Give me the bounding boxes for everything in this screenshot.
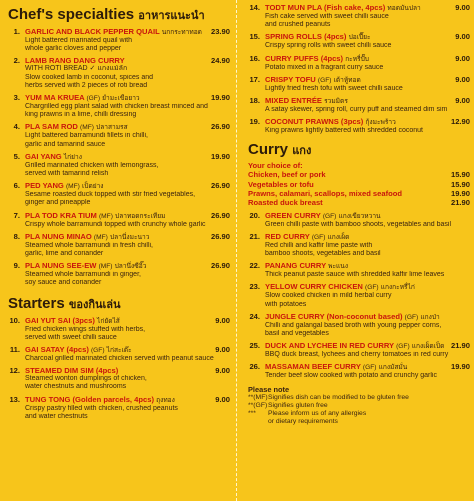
- menu-item[interactable]: [4, 365, 230, 393]
- menu-item-price: 26.90: [210, 231, 230, 241]
- menu-item-number: 9.: [13, 261, 20, 271]
- menu-item-name-line: [25, 56, 208, 65]
- protein-name: Chicken, beef or pork: [248, 170, 326, 180]
- menu-item-name: MASSAMAN BEEF CURRY: [265, 362, 361, 372]
- menu-item-number: 14.: [249, 3, 260, 12]
- dietary-tag: (MF): [93, 233, 108, 241]
- menu-item-name: TODT MUN PLA (Fish cake, 4pcs): [265, 3, 386, 12]
- menu-item-price: 9.00: [215, 345, 230, 355]
- menu-item-header: [4, 56, 230, 65]
- menu-item-description: herbs served with 2 pieces of roti bread: [25, 81, 148, 89]
- menu-item-price: 9.00: [455, 53, 470, 63]
- menu-item[interactable]: [244, 2, 470, 31]
- note-mark: **(MF): [248, 393, 268, 401]
- menu-item-name-line: [265, 282, 470, 292]
- curry-protein-option[interactable]: [248, 189, 470, 198]
- menu-item-description: with potatoes: [265, 300, 307, 308]
- menu-item-name: PLA SAM ROD: [25, 122, 78, 132]
- menu-item-description: Slow cooked chicken in mild herbal curry: [265, 292, 392, 300]
- note-lines: [248, 394, 470, 426]
- menu-item-name: GREEN CURRY: [265, 210, 321, 220]
- note-mark: ***: [248, 409, 256, 417]
- menu-item-name: SPRING ROLLS (4pcs): [265, 32, 347, 42]
- menu-item-number: 16.: [249, 53, 260, 63]
- column-divider: [236, 0, 237, 501]
- menu-item-name-line: [25, 261, 208, 271]
- notes: [248, 386, 470, 426]
- menu-item-name: TUNG TONG (Golden parcels, 4pcs): [25, 394, 154, 404]
- chefs-specialties-list: [4, 26, 230, 290]
- menu-item-description: Chilli and galangal based broth with young pepper corns,: [265, 321, 442, 329]
- menu-item-header: [244, 232, 470, 242]
- menu-item-header: [4, 261, 230, 271]
- menu-item-header: [244, 312, 470, 322]
- menu-item-name: YELLOW CURRY CHICKEN: [265, 282, 363, 292]
- menu-item-price: 24.90: [210, 56, 230, 66]
- menu-item-description: ginger and pineapple: [25, 199, 91, 207]
- menu-item-name-line: [265, 341, 448, 351]
- menu-item-name: GARLIC AND BLACK PEPPER QUAIL: [25, 27, 160, 36]
- dietary-tag: (MF): [80, 124, 94, 132]
- menu-item-number: 4.: [13, 122, 20, 132]
- menu-item[interactable]: [244, 53, 470, 74]
- menu-item-number: 21.: [249, 231, 260, 241]
- menu-item-header: [244, 211, 470, 221]
- menu-item-name: COCONUT PRAWNS (3pcs): [265, 117, 364, 127]
- dietary-tag: (GF): [86, 95, 101, 103]
- menu-item-description: Slow cooked lamb in coconut, spices and: [25, 73, 154, 81]
- menu-item-thai-name: ไก่ยัดไส้: [97, 317, 120, 325]
- menu-item[interactable]: [4, 260, 230, 289]
- menu-item-price: 19.90: [450, 362, 470, 372]
- menu-item-thai-name: แกงมัสมั่น: [378, 364, 408, 372]
- menu-item-price: 9.00: [455, 3, 470, 12]
- menu-item-number: 15.: [249, 32, 260, 42]
- menu-item-name-line: [25, 345, 212, 355]
- menu-item-header: [4, 232, 230, 242]
- curry-choice-title: Your choice of:: [248, 161, 303, 171]
- menu-item-thai-name: ไก่ย่าง: [63, 153, 82, 161]
- menu-item-description: Light battered marinated quail with: [25, 37, 133, 44]
- menu-item-number: 26.: [249, 362, 260, 372]
- menu-item-name: MIXED ENTRÉE: [265, 96, 322, 106]
- note-title: Please note: [248, 384, 290, 394]
- menu-item-thai-name: ถุงทอง: [156, 396, 175, 404]
- menu-item-header: [4, 152, 230, 162]
- menu-item-header: [244, 75, 470, 85]
- menu-item-description: Fish cake served with sweet chilli sauce: [265, 13, 389, 20]
- menu-item[interactable]: [244, 95, 470, 116]
- menu-item-number: 8.: [13, 231, 20, 241]
- menu-item-thai-name: กุ้งมะพร้าว: [365, 119, 396, 127]
- menu-item-number: 5.: [13, 151, 20, 161]
- left-column: [4, 0, 230, 501]
- menu-item[interactable]: [244, 31, 470, 52]
- menu-item[interactable]: [244, 281, 470, 310]
- note-text: or dietary requirements: [268, 417, 338, 425]
- menu-item-number: 13.: [9, 394, 20, 404]
- menu-item-description: King prawns lightly battered with shredded coconut: [265, 127, 423, 135]
- menu-item-number: 20.: [249, 210, 260, 220]
- menu-item-price: 26.90: [210, 261, 230, 271]
- curry-protein-option[interactable]: [248, 170, 470, 179]
- menu-item-name: GAI SATAY (4pcs): [25, 345, 89, 355]
- menu-item-description: basil and vegetables: [265, 330, 329, 338]
- menu-item-name-line: [25, 211, 208, 221]
- menu-item-header: [4, 27, 230, 37]
- menu-item-number: 19.: [249, 117, 260, 127]
- menu-item-price: 9.00: [455, 32, 470, 42]
- curry-heading: Curry แกง: [248, 141, 312, 159]
- menu-item[interactable]: [4, 121, 230, 150]
- menu-item-header: [4, 395, 230, 405]
- menu-item-price: 21.90: [450, 341, 470, 351]
- menu-item-header: [244, 32, 470, 42]
- menu-item-price: 26.90: [210, 122, 230, 132]
- menu-item-description: Chargrilled egg plant salad with chicken breast minced and: [25, 103, 208, 111]
- menu-item-name-line: [25, 181, 208, 191]
- menu-item[interactable]: [4, 231, 230, 260]
- menu-item-header: [4, 316, 230, 326]
- protein-price: 15.90: [450, 170, 470, 180]
- menu-item-name-line: [25, 27, 208, 37]
- menu-item[interactable]: [244, 210, 470, 231]
- menu-item-name: PLA NUNG MINAO: [25, 231, 92, 241]
- menu-item-price: 9.00: [455, 74, 470, 84]
- menu-item[interactable]: [244, 231, 470, 260]
- menu-item-thai-name: แกงเผ็ด: [327, 233, 350, 241]
- menu-item-description: WITH ROTI BREAD ✓ แกงแม้ลัก: [25, 65, 128, 73]
- menu-item-header: [4, 345, 230, 355]
- curry-list: [244, 210, 470, 383]
- menu-item-description: A satay skewer, spring roll, curry puff and steamed dim sim: [265, 106, 448, 114]
- menu-item-name-line: [265, 362, 448, 372]
- menu-item-thai-name: ปลานึ่งมะนาว: [109, 233, 150, 241]
- menu-item-thai-name: ปลาทอดกระเทียม: [115, 212, 166, 220]
- menu-item-thai-name: เต้าหู้ทอด: [333, 76, 361, 84]
- protein-price: 19.90: [450, 189, 470, 199]
- menu-item-thai-name: แกงป่า: [420, 313, 440, 321]
- menu-item-name-line: [25, 122, 208, 132]
- menu-item-header: [244, 261, 470, 271]
- menu-item[interactable]: [4, 210, 230, 231]
- menu-item-number: 17.: [249, 74, 260, 84]
- menu-item-description: Red chilli and kaffir lime paste with: [265, 241, 373, 249]
- menu-item-name-line: [25, 232, 208, 242]
- dietary-tag: (GF): [322, 212, 337, 220]
- menu-item[interactable]: [244, 260, 470, 281]
- curry-choice-list: [244, 170, 470, 207]
- menu-item-name: JUNGLE CURRY (Non-coconut based): [265, 311, 403, 321]
- menu-item-thai-name: นกกระทาทอด: [161, 29, 202, 36]
- dietary-tag: (MF): [98, 263, 113, 271]
- menu-item-thai-name: ไก่สะเต๊ะ: [106, 347, 132, 355]
- menu-item-description: Steamed whole barramundi in ginger,: [25, 271, 141, 279]
- menu-item-name-line: [265, 96, 452, 106]
- menu-item[interactable]: [4, 26, 230, 55]
- menu-item[interactable]: [244, 361, 470, 382]
- menu-item-price: 26.90: [210, 210, 230, 220]
- dietary-tag: (GF): [311, 233, 326, 241]
- menu-item-name: PLA TOD KRA TIUM: [25, 210, 97, 220]
- menu-item-header: [244, 96, 470, 106]
- menu-item-thai-name: แกงเขียวหวาน: [338, 212, 381, 220]
- menu-item-description: Tender beef slow cooked with potato and crunchy garlic: [265, 372, 437, 380]
- menu-item-description: soy sauce and coriander: [25, 279, 102, 287]
- menu-item[interactable]: [244, 116, 470, 137]
- menu-item-description: served with sweet chilli sauce: [25, 333, 117, 341]
- note-text: Please inform us of any allergies: [268, 409, 367, 417]
- menu-item-description: king prawns in a lime, chilli dressing: [25, 111, 137, 119]
- menu-item-thai-name: ปอเปี๊ยะ: [348, 34, 371, 42]
- menu-item-thai-name: แกงเผ็ดเป็ด: [411, 343, 445, 351]
- menu-item-name-line: [25, 316, 212, 326]
- menu-item-header: [244, 341, 470, 351]
- menu-item-description: Lightly fried fresh tofu with sweet chilli sauce: [265, 84, 403, 92]
- menu-item-number: 2.: [13, 56, 20, 66]
- dietary-tag: (GF): [396, 343, 410, 351]
- menu-item-name: CURRY PUFFS (4pcs): [265, 53, 344, 63]
- menu-item-name-line: [265, 32, 452, 42]
- menu-item-thai-name: ปลาสามรส: [96, 124, 128, 132]
- menu-item-name-line: [265, 117, 448, 127]
- menu-item-description: and crushed peanuts: [265, 21, 331, 29]
- menu-item-name-line: [25, 395, 212, 405]
- menu-item-header: [4, 122, 230, 132]
- menu-item-header: [4, 211, 230, 221]
- menu-item-name: GAI YANG: [25, 151, 62, 161]
- menu-item-number: 22.: [249, 261, 260, 271]
- menu-item-description: garlic and tamarind sauce: [25, 140, 106, 148]
- menu-item-thai-name: กะหรี่ปั๊บ: [345, 55, 369, 63]
- menu-item-name-line: [265, 232, 470, 242]
- menu-item-description: BBQ duck breast, lychees and cherry tomatoes in red curry: [265, 351, 449, 359]
- menu-item-description: Sesame roasted duck topped with stir fried vegetables,: [25, 191, 196, 199]
- menu-item-name-line: [25, 93, 208, 103]
- chefs-specialties-heading: Chef's specialties อาหารแนะนำ: [8, 6, 205, 23]
- menu-item-description: Thick peanut paste sauce with shredded kaffir lime leaves: [265, 271, 445, 279]
- menu-item-name-line: [265, 261, 470, 271]
- menu-item-name: STEAMED DIM SIM (4pcs): [25, 366, 119, 376]
- menu-item-number: 10.: [9, 315, 20, 325]
- dietary-tag: (GF): [317, 76, 332, 84]
- menu-item-name: CRISPY TOFU: [265, 74, 316, 84]
- menu-item-thai-name: ยำมะเขือยาว: [102, 95, 140, 103]
- protein-price: 15.90: [450, 179, 470, 189]
- menu-item-description: Crispy pastry filled with chicken, crushed peanuts: [25, 404, 178, 412]
- note-line: [248, 410, 470, 418]
- menu-item-description: Light battered barramundi fillets in chilli,: [25, 132, 148, 140]
- note-line: [248, 402, 470, 410]
- menu-item[interactable]: [4, 151, 230, 180]
- dietary-tag: (GF): [362, 364, 377, 372]
- menu-item-name-line: [25, 152, 208, 162]
- menu-item-number: 18.: [249, 96, 260, 106]
- menu-item-name-line: [265, 75, 452, 85]
- menu-item-number: 7.: [13, 210, 20, 220]
- protein-price: 21.90: [450, 198, 470, 208]
- menu-item-price: 19.90: [210, 93, 230, 103]
- protein-name: Vegetables or tofu: [248, 179, 314, 189]
- menu-item-header: [4, 366, 230, 375]
- menu-item-description: Grilled marinated chicken with lemongrass,: [25, 161, 159, 169]
- menu-item-description: water chestnuts and mushrooms: [25, 383, 127, 391]
- dietary-tag: (GF): [365, 284, 379, 292]
- menu-item-description: garlic, lime and coriander: [25, 250, 104, 258]
- menu-item-description: Steamed whole barramundi in fresh chilli,: [25, 241, 154, 249]
- menu-item-header: [244, 362, 470, 372]
- menu-item-number: 24.: [249, 311, 260, 321]
- note-line: [248, 418, 470, 426]
- menu-item-header: [244, 282, 470, 292]
- menu-item-price: 12.90: [450, 117, 470, 127]
- menu-item-header: [244, 3, 470, 13]
- menu-item-name: GAI YUT SAI (3pcs): [25, 315, 95, 325]
- menu-item-thai-name: รวมมิตร: [324, 98, 348, 106]
- menu-item-description: Charcoal grilled marinated chicken served with peanut sauce: [25, 355, 214, 363]
- note-mark: **(GF): [248, 401, 268, 409]
- note-text: Signifies gluten free: [268, 401, 328, 409]
- menu-item-header: [244, 54, 470, 64]
- menu-item-name-line: [265, 211, 470, 221]
- menu-item[interactable]: [244, 74, 470, 95]
- menu-item-number: 25.: [249, 341, 260, 351]
- menu-item-header: [4, 181, 230, 191]
- starters-list: [4, 315, 230, 423]
- dietary-tag: (MF): [98, 212, 113, 220]
- protein-name: Prawns, calamari, scallops, mixed seafood: [248, 189, 403, 199]
- menu-item-number: 23.: [249, 282, 260, 292]
- curry-protein-option[interactable]: [248, 198, 470, 207]
- starters-continued-list: [244, 2, 470, 137]
- menu-item-price: 9.00: [215, 366, 230, 376]
- menu-item-price: 9.00: [215, 394, 230, 404]
- menu-item-name-line: [265, 3, 452, 13]
- menu-item-price: 9.00: [215, 315, 230, 325]
- menu-item-thai-name: ปลานึ่งซีอิ๊ว: [114, 263, 147, 271]
- menu-item-name: DUCK AND LYCHEE IN RED CURRY: [265, 341, 394, 351]
- menu-item[interactable]: [244, 340, 470, 361]
- menu-item-description: Potato mixed in a fragrant curry sauce: [265, 63, 384, 71]
- menu-item-description: served with tamarind relish: [25, 170, 109, 178]
- menu-item-thai-name: แกงกะหรี่ไก่: [380, 284, 415, 292]
- menu-item[interactable]: [4, 394, 230, 423]
- protein-name: Roasted duck breast: [248, 198, 323, 208]
- menu-item-header: [244, 117, 470, 127]
- menu-item-name-line: [265, 312, 470, 322]
- menu-item-thai-name: ทอดมันปลา: [387, 5, 421, 12]
- menu-item-thai-name: เป็ดย่าง: [82, 183, 104, 191]
- menu-item-number: 12.: [9, 366, 20, 376]
- menu-item-description: whole garlic cloves and pepper: [25, 45, 122, 53]
- menu-item[interactable]: [4, 92, 230, 121]
- menu-item-description: bamboo shoots, vegetables and basil: [265, 250, 381, 258]
- menu-item-name-line: [25, 366, 212, 375]
- menu-item-name: YUM MA KRUEA: [25, 93, 85, 103]
- menu-item[interactable]: [4, 180, 230, 209]
- right-column: [244, 0, 470, 501]
- menu-item-header: [4, 93, 230, 103]
- menu-item-price: 9.00: [455, 96, 470, 106]
- menu-item[interactable]: [244, 311, 470, 340]
- menu-item[interactable]: [4, 55, 230, 92]
- menu-item-thai-name: พะแนง: [328, 263, 349, 271]
- menu-item-name: PED YANG: [25, 181, 64, 191]
- menu-item-number: 6.: [13, 181, 20, 191]
- menu-item-description: Green chilli paste with bamboo shoots, vegetables and basil: [265, 220, 451, 228]
- curry-protein-option[interactable]: [248, 180, 470, 189]
- menu-item-description: Crispy spring rolls with sweet chilli sauce: [265, 42, 392, 50]
- menu-item-price: 26.90: [210, 181, 230, 191]
- menu-item-name: PLA NUNG SEE-EW: [25, 261, 97, 271]
- menu-item[interactable]: [4, 315, 230, 344]
- menu-item-description: Crispy whole barramundi topped with crunchy whole garlic: [25, 220, 206, 228]
- menu-item[interactable]: [4, 344, 230, 365]
- menu-item-name: RED CURRY: [265, 231, 310, 241]
- menu-item-number: 3.: [13, 93, 20, 103]
- menu-item-price: 23.90: [210, 27, 230, 36]
- menu-item-price: 19.90: [210, 151, 230, 161]
- menu-item-name: LAMB RANG DANG CURRY: [25, 56, 125, 66]
- dietary-tag: (GF): [404, 313, 419, 321]
- note-text: Signifies dish can be modified to be gluten free: [268, 393, 409, 401]
- menu-item-description: Fried chicken wings stuffed with herbs,: [25, 325, 146, 333]
- dietary-tag: (GF): [90, 347, 105, 355]
- menu-item-name: PANANG CURRY: [265, 261, 327, 271]
- dietary-tag: (MF): [65, 183, 80, 191]
- menu-item-name-line: [265, 54, 452, 64]
- menu-item-description: Steamed wonton dumplings of chicken,: [25, 375, 147, 383]
- note-line: [248, 394, 470, 402]
- starters-heading: Starters ของกินเล่น: [8, 294, 121, 312]
- menu-item-number: 1.: [13, 27, 20, 36]
- menu-item-number: 11.: [9, 345, 20, 355]
- menu-item-description: and water chestnuts: [25, 412, 88, 420]
